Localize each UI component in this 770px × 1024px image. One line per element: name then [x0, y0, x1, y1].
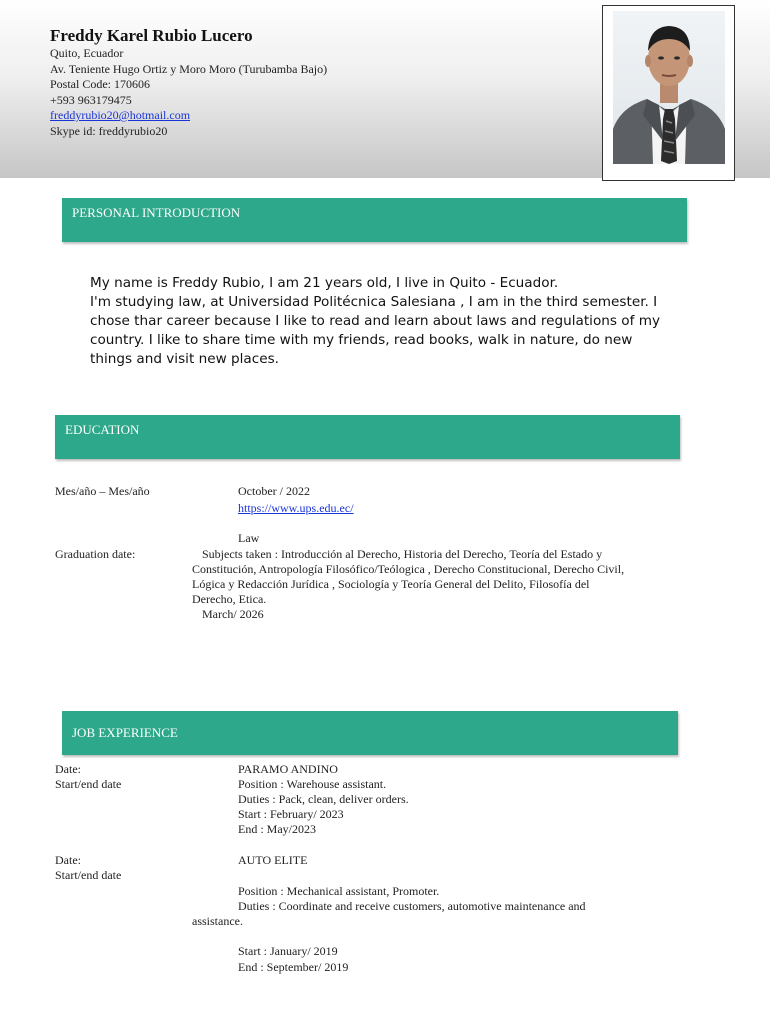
skype-id: Skype id: freddyrubio20 [50, 123, 168, 138]
job-experience-header [62, 711, 678, 755]
postal-code: Postal Code: 170606 [50, 77, 151, 91]
job-duties: Duties : Coordinate and receive customers, automotive maintenance and [238, 899, 586, 913]
candidate-name: Freddy Karel Rubio Lucero [50, 26, 253, 45]
job-duties: Duties : Pack, clean, deliver orders. [238, 792, 409, 806]
job-position: Position : Mechanical assistant, Promoter. [238, 884, 440, 898]
education-date: October / 2022 [238, 484, 310, 498]
job-start: Start : February/ 2023 [238, 807, 344, 821]
intro-line: My name is Freddy Rubio, I am 21 years old, I live in Quito - Ecuador. [90, 275, 559, 291]
intro-line: chose thar career because I like to read and learn about laws and regulations of my [90, 313, 661, 329]
education-period-label: Mes/año – Mes/año [55, 484, 150, 498]
section-title: PERSONAL INTRODUCTION [72, 205, 241, 220]
intro-line: I'm studying law, at Universidad Politécnica Salesiana , I am in the third semester. I [90, 294, 658, 310]
job-date-label: Date: [55, 853, 81, 867]
job-position: Position : Warehouse assistant. [238, 777, 387, 791]
education-header [55, 415, 680, 459]
subjects-line: Lógica y Redacción Jurídica , Sociología y Teoría General del Delito, Filosofía del [192, 577, 590, 591]
university-link[interactable]: https://www.ups.edu.ec/ [238, 501, 354, 515]
intro-line: things and visit new places. [90, 351, 279, 367]
graduation-date: March/ 2026 [202, 607, 264, 621]
intro-line: country. I like to share time with my friends, read books, walk in nature, do new [90, 332, 633, 348]
profile-photo-frame [602, 5, 735, 181]
job-startend-label: Start/end date [55, 868, 122, 882]
personal-introduction-text [90, 274, 690, 369]
degree: Law [238, 531, 260, 545]
profile-photo [613, 11, 725, 164]
job-company: AUTO ELITE [238, 853, 308, 867]
job-end: End : September/ 2019 [238, 960, 349, 974]
job-startend-label: Start/end date [55, 777, 122, 791]
phone: +593 963179475 [50, 92, 132, 107]
city: Quito, Ecuador [50, 46, 124, 60]
graduation-label: Graduation date: [55, 547, 136, 561]
job-start: Start : January/ 2019 [238, 944, 338, 958]
job-end: End : May/2023 [238, 822, 316, 836]
section-title: EDUCATION [65, 422, 140, 437]
job-date-label: Date: [55, 762, 81, 776]
subjects-line: Constitución, Antropología Filosófico/Teólogica , Derecho Constitucional, Derecho Civil, [192, 562, 625, 576]
job-company: PARAMO ANDINO [238, 762, 338, 776]
person-portrait-icon [613, 11, 725, 164]
address: Av. Teniente Hugo Ortiz y Moro Moro (Turubamba Bajo) [50, 61, 328, 76]
contact-block [50, 46, 327, 139]
job-duties: assistance. [192, 914, 243, 928]
section-title: JOB EXPERIENCE [72, 725, 178, 740]
subjects-line: Derecho, Etica. [192, 592, 267, 606]
subjects-line: Subjects taken : Introducción al Derecho, Historia del Derecho, Teoría del Estado y [202, 547, 603, 561]
personal-introduction-header [62, 198, 687, 242]
header [0, 0, 770, 178]
email-link[interactable]: freddyrubio20@hotmail.com [50, 108, 191, 122]
